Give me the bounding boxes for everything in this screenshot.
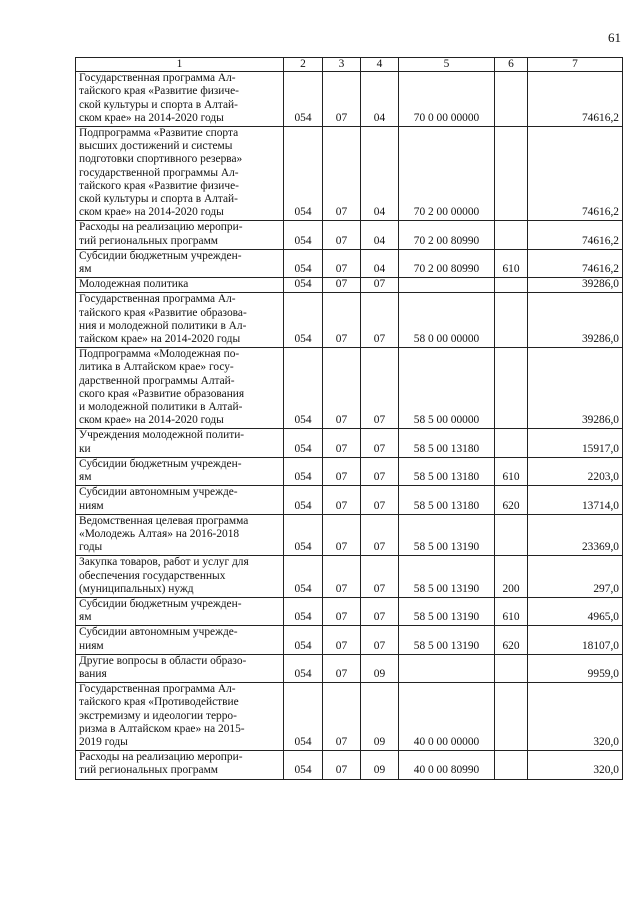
item-name-line: тий региональных программ [79,234,218,247]
department-code: 054 [284,249,323,277]
header-col-6: 6 [495,58,528,72]
department-code: 054 [284,597,323,625]
table-row [76,249,623,277]
amount: 39286,0 [528,293,623,348]
table-row [76,751,623,779]
header-col-1: 1 [76,58,284,72]
section-code: 07 [323,683,361,751]
expense-type-code [495,514,528,556]
expense-type-code [495,278,528,293]
amount: 4965,0 [528,597,623,625]
table-row [76,278,623,293]
target-article-code: 70 2 00 80990 [399,249,495,277]
subsection-code: 04 [361,249,399,277]
section-code: 07 [323,597,361,625]
section-code: 07 [323,249,361,277]
table-row [76,348,623,429]
page-number: 61 [608,30,621,45]
expense-type-code [495,127,528,221]
section-code: 07 [323,72,361,127]
expense-type-code [495,348,528,429]
amount: 23369,0 [528,514,623,556]
section-code: 07 [323,293,361,348]
item-name [76,654,284,682]
target-article-code: 58 5 00 13180 [399,429,495,457]
item-name-line: государственной программы Ал- [79,166,239,179]
item-name-line: тайского края «Противодействие [79,696,239,709]
item-name-line: Другие вопросы в области образо- [79,654,247,667]
item-name-line: ям [79,263,92,276]
section-code: 07 [323,556,361,598]
budget-table [75,57,623,780]
target-article-code: 58 5 00 13190 [399,556,495,598]
department-code: 054 [284,514,323,556]
department-code: 054 [284,751,323,779]
amount: 320,0 [528,751,623,779]
target-article-code: 58 5 00 13190 [399,626,495,654]
subsection-code: 09 [361,654,399,682]
item-name-line: (муниципальных) нужд [79,582,194,595]
item-name-line: Субсидии бюджетным учрежден- [79,249,242,262]
item-name-line: ниям [79,639,104,652]
amount: 15917,0 [528,429,623,457]
amount: 74616,2 [528,72,623,127]
item-name-line: Закупка товаров, работ и услуг для [79,556,249,569]
subsection-code: 04 [361,127,399,221]
item-name [76,556,284,598]
item-name-line: ской культуры и спорта в Алтай- [79,98,238,111]
item-name-line: Государственная программа Ал- [79,72,236,85]
target-article-code: 40 0 00 80990 [399,751,495,779]
expense-type-code [495,751,528,779]
expense-type-code: 620 [495,626,528,654]
target-article-code: 58 5 00 13190 [399,514,495,556]
item-name-line: Учреждения молодежной полити- [79,429,245,442]
table-row [76,556,623,598]
expense-type-code: 610 [495,249,528,277]
subsection-code: 07 [361,597,399,625]
expense-type-code [495,72,528,127]
amount: 74616,2 [528,127,623,221]
item-name [76,429,284,457]
section-code: 07 [323,514,361,556]
subsection-code: 09 [361,751,399,779]
table-row [76,626,623,654]
item-name-line: ской культуры и спорта в Алтай- [79,193,238,206]
table-row [76,486,623,514]
section-code: 07 [323,626,361,654]
department-code: 054 [284,293,323,348]
table-row [76,127,623,221]
target-article-code: 70 2 00 80990 [399,221,495,249]
target-article-code: 58 5 00 13180 [399,457,495,485]
department-code: 054 [284,654,323,682]
header-col-2: 2 [284,58,323,72]
target-article-code: 70 2 00 00000 [399,127,495,221]
header-col-3: 3 [323,58,361,72]
item-name-line: Субсидии бюджетным учрежден- [79,457,242,470]
item-name-line: тайском крае» на 2014-2020 годы [79,333,241,346]
item-name-line: тайского края «Развитие физиче- [79,85,239,98]
item-name [76,683,284,751]
expense-type-code [495,293,528,348]
item-name [76,278,284,293]
item-name-line: «Молодежь Алтая» на 2016-2018 [79,527,240,540]
subsection-code: 07 [361,278,399,293]
item-name-line: Молодежная политика [79,278,189,291]
header-col-4: 4 [361,58,399,72]
item-name-line: ском крае» на 2014-2020 годы [79,111,224,124]
section-code: 07 [323,486,361,514]
table-row [76,221,623,249]
item-name [76,249,284,277]
amount: 74616,2 [528,249,623,277]
amount: 2203,0 [528,457,623,485]
amount: 13714,0 [528,486,623,514]
subsection-code: 07 [361,486,399,514]
department-code: 054 [284,127,323,221]
item-name-line: подготовки спортивного резерва» [79,153,243,166]
subsection-code: 04 [361,72,399,127]
item-name-line: Ведомственная целевая программа [79,514,249,527]
expense-type-code: 620 [495,486,528,514]
section-code: 07 [323,429,361,457]
item-name-line: Государственная программа Ал- [79,683,236,696]
item-name-line: ского края «Развитие образования [79,387,245,400]
table-row [76,429,623,457]
item-name-line: ям [79,471,92,484]
item-name-line: Государственная программа Ал- [79,293,236,306]
target-article-code [399,654,495,682]
department-code: 054 [284,556,323,598]
item-name-line: Подпрограмма «Молодежная по- [79,348,240,361]
item-name-line: Субсидии автономным учрежде- [79,626,238,639]
amount: 39286,0 [528,278,623,293]
table-row [76,654,623,682]
item-name-line: ния и молодежной политики в Ал- [79,319,247,332]
item-name-line: годы [79,541,103,554]
item-name [76,751,284,779]
table-row [76,293,623,348]
table-header [76,58,623,72]
target-article-code: 58 5 00 13190 [399,597,495,625]
expense-type-code [495,429,528,457]
target-article-code: 70 0 00 00000 [399,72,495,127]
amount: 9959,0 [528,654,623,682]
subsection-code: 07 [361,348,399,429]
header-col-5: 5 [399,58,495,72]
amount: 320,0 [528,683,623,751]
table-row [76,72,623,127]
item-name-line: дарственной программы Алтай- [79,374,235,387]
header-col-7: 7 [528,58,623,72]
table-row [76,683,623,751]
expense-type-code: 200 [495,556,528,598]
section-code: 07 [323,127,361,221]
department-code: 054 [284,348,323,429]
item-name-line: высших достижений и системы [79,140,233,153]
amount: 39286,0 [528,348,623,429]
target-article-code: 58 5 00 00000 [399,348,495,429]
expense-type-code [495,654,528,682]
section-code: 07 [323,751,361,779]
item-name-line: вания [79,667,107,680]
item-name-line: Субсидии автономным учрежде- [79,486,238,499]
item-name [76,127,284,221]
item-name-line: экстремизму и идеологии терро- [79,709,237,722]
amount: 74616,2 [528,221,623,249]
item-name-line: Расходы на реализацию меропри- [79,221,243,234]
item-name [76,457,284,485]
item-name [76,514,284,556]
table-row [76,457,623,485]
item-name-line: ризма в Алтайском крае» на 2015- [79,722,245,735]
item-name-line: 2019 годы [79,735,128,748]
item-name-line: обеспечения государственных [79,569,226,582]
item-name-line: и молодежной политики в Алтай- [79,401,243,414]
department-code: 054 [284,72,323,127]
item-name-line: Расходы на реализацию меропри- [79,751,243,764]
item-name [76,348,284,429]
item-name [76,293,284,348]
department-code: 054 [284,457,323,485]
section-code: 07 [323,348,361,429]
department-code: 054 [284,683,323,751]
item-name [76,221,284,249]
subsection-code: 09 [361,683,399,751]
section-code: 07 [323,221,361,249]
subsection-code: 07 [361,626,399,654]
item-name-line: ки [79,442,91,455]
item-name-line: ям [79,611,92,624]
section-code: 07 [323,457,361,485]
item-name-line: тайского края «Развитие физиче- [79,179,239,192]
subsection-code: 07 [361,457,399,485]
department-code: 054 [284,429,323,457]
expense-type-code [495,221,528,249]
item-name-line: литика в Алтайском крае» госу- [79,361,234,374]
department-code: 054 [284,278,323,293]
department-code: 054 [284,486,323,514]
department-code: 054 [284,626,323,654]
target-article-code: 58 0 00 00000 [399,293,495,348]
item-name [76,597,284,625]
section-code: 07 [323,278,361,293]
item-name-line: ниям [79,499,104,512]
expense-type-code: 610 [495,597,528,625]
subsection-code: 07 [361,514,399,556]
target-article-code: 58 5 00 13180 [399,486,495,514]
subsection-code: 07 [361,293,399,348]
table-row [76,597,623,625]
item-name-line: ском крае» на 2014-2020 годы [79,414,224,427]
table-row [76,514,623,556]
item-name [76,626,284,654]
item-name [76,72,284,127]
expense-type-code: 610 [495,457,528,485]
expense-type-code [495,683,528,751]
amount: 18107,0 [528,626,623,654]
target-article-code [399,278,495,293]
subsection-code: 07 [361,556,399,598]
target-article-code: 40 0 00 00000 [399,683,495,751]
amount: 297,0 [528,556,623,598]
item-name [76,486,284,514]
subsection-code: 04 [361,221,399,249]
item-name-line: ском крае» на 2014-2020 годы [79,206,224,219]
item-name-line: Субсидии бюджетным учрежден- [79,597,242,610]
item-name-line: тий региональных программ [79,764,218,777]
table-body [76,72,623,779]
section-code: 07 [323,654,361,682]
item-name-line: тайского края «Развитие образова- [79,306,247,319]
item-name-line: Подпрограмма «Развитие спорта [79,127,239,140]
subsection-code: 07 [361,429,399,457]
department-code: 054 [284,221,323,249]
